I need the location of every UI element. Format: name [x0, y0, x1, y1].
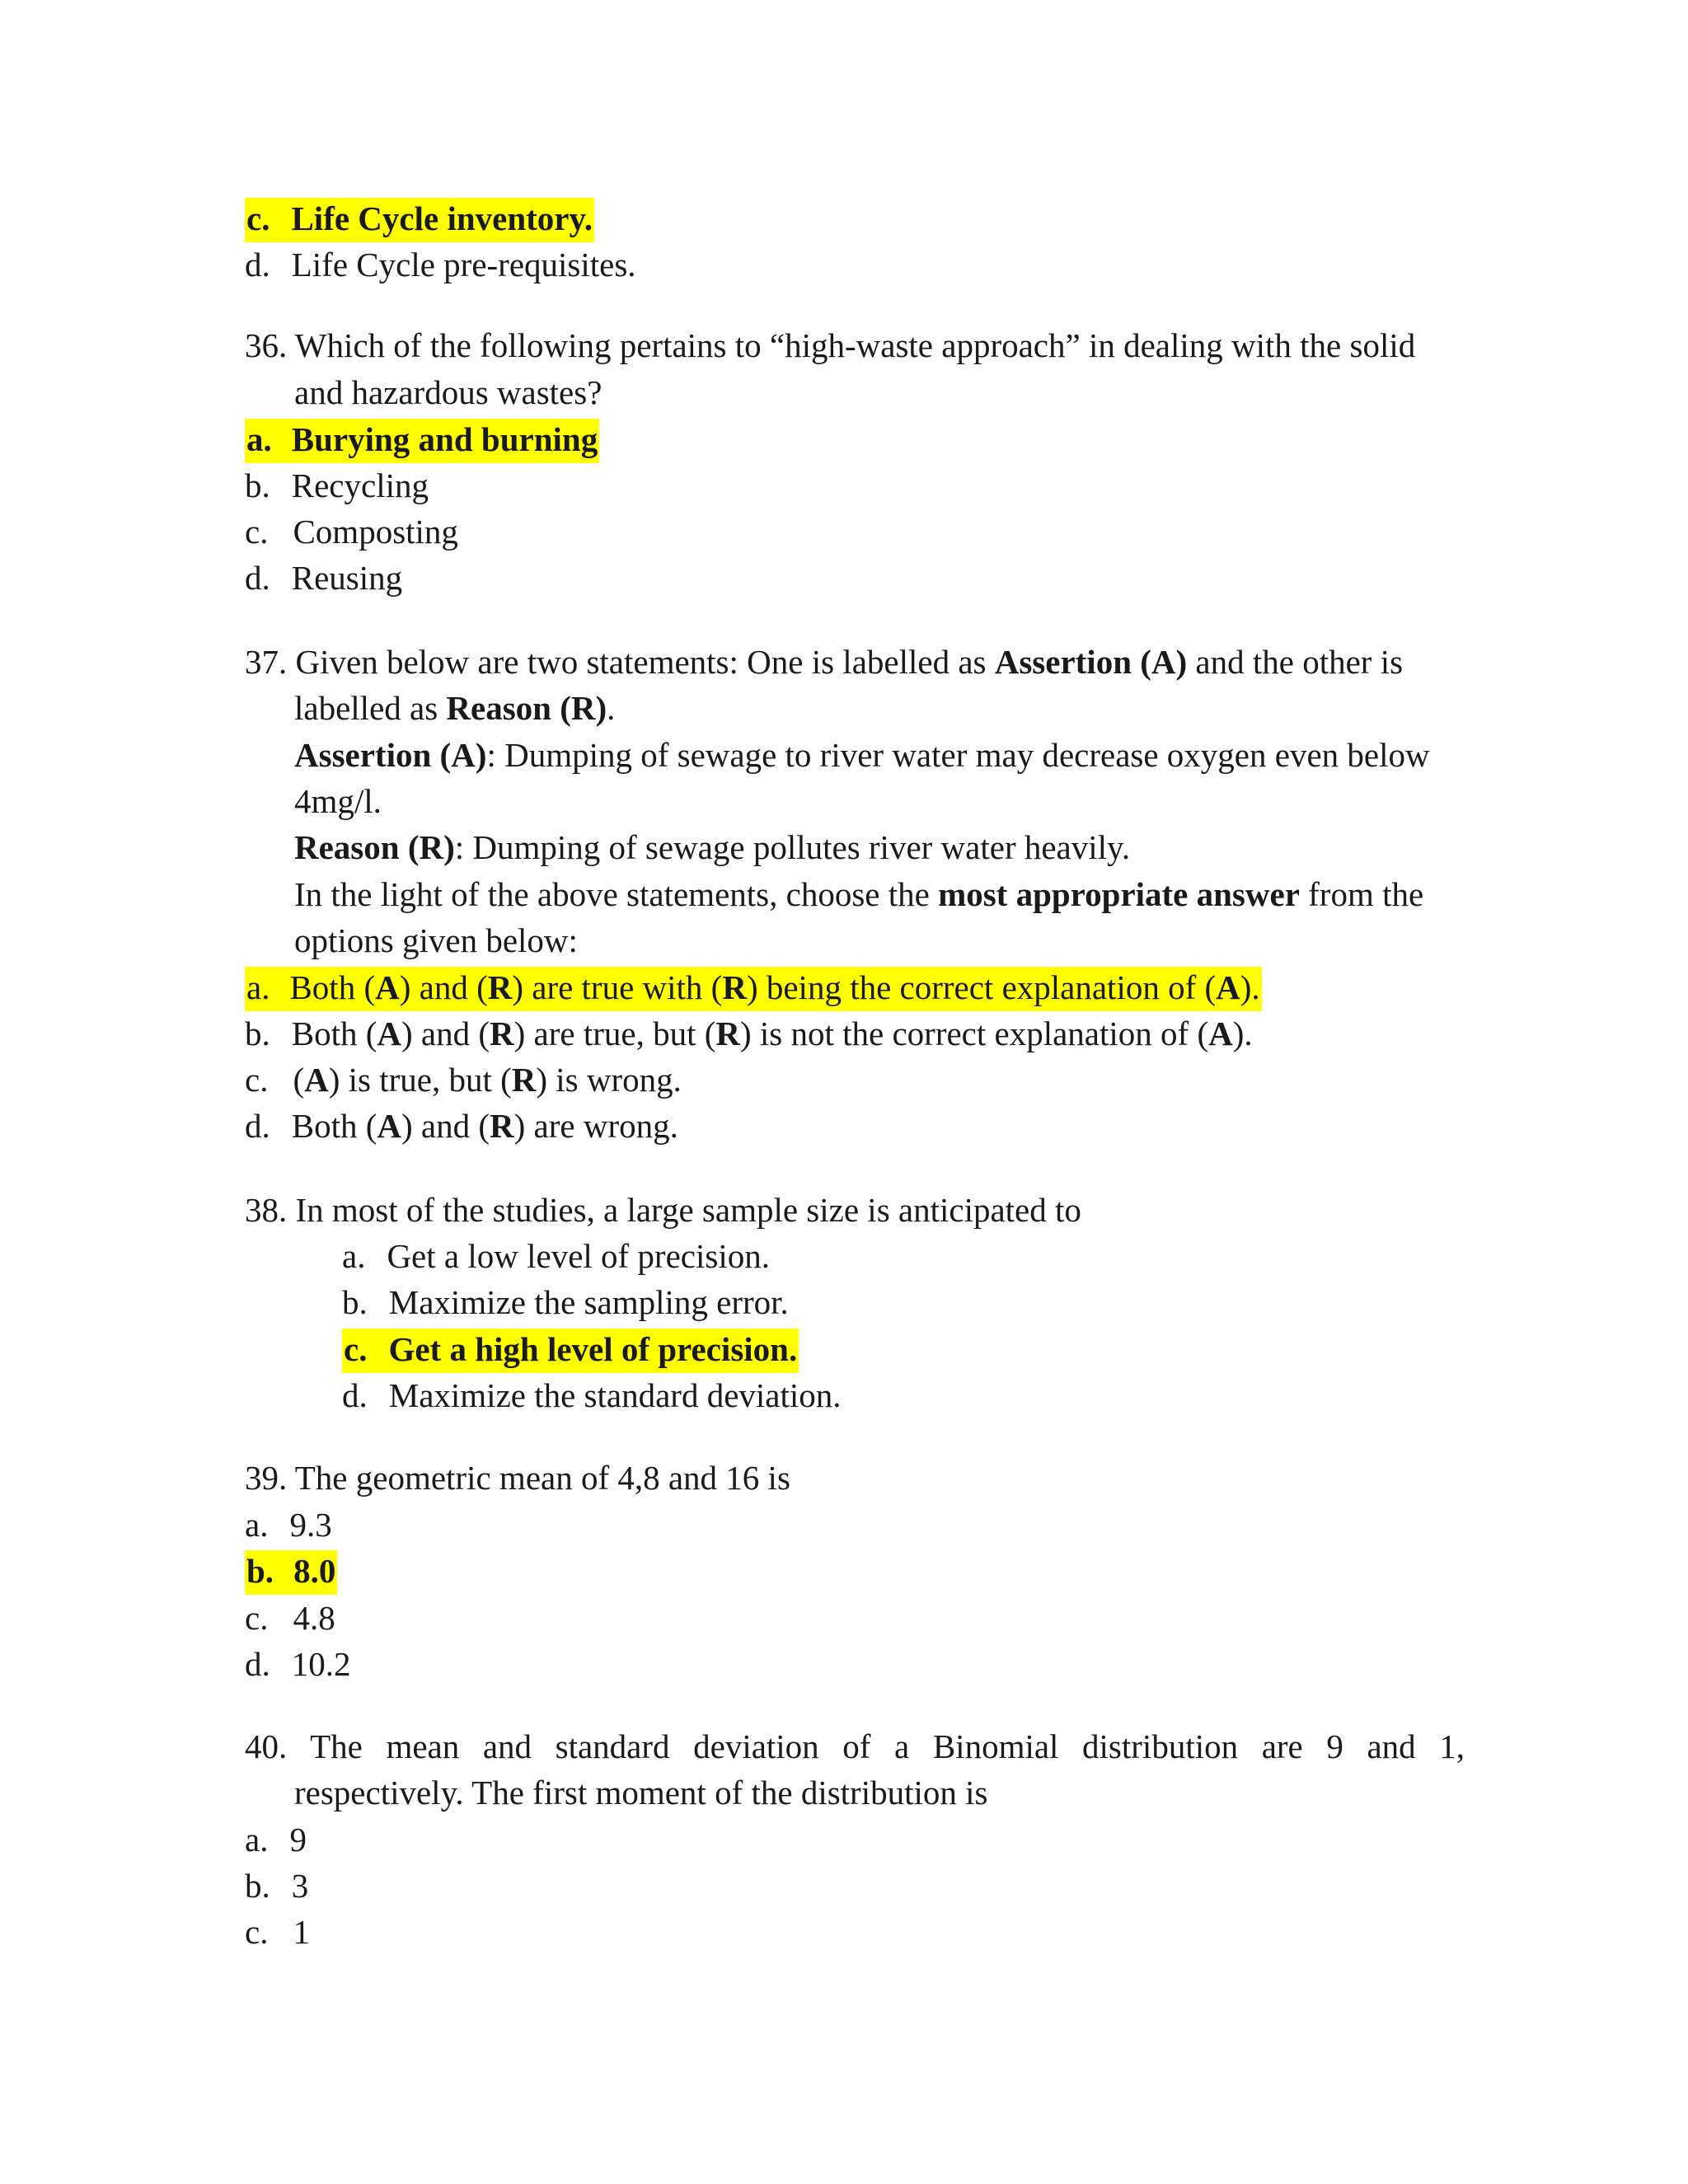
option-label: c. — [245, 1599, 269, 1637]
text: ) is true, but ( — [328, 1061, 512, 1099]
option-label: d. — [245, 1645, 270, 1683]
q37-assertion — [294, 738, 1430, 772]
term-r: R — [511, 1061, 537, 1099]
q40-option-a — [245, 1823, 307, 1857]
option-label: a. — [246, 968, 270, 1006]
q37-option-d — [245, 1109, 678, 1143]
q39-option-b — [245, 1554, 337, 1588]
q36-option-b — [245, 466, 429, 504]
term-r: R — [715, 1015, 740, 1052]
term-a: A — [1216, 968, 1240, 1006]
text: and the other is — [1195, 643, 1404, 681]
q39-stem: 39. The geometric mean of 4,8 and 16 is — [245, 1459, 790, 1497]
option-text: Recycling — [291, 466, 429, 504]
text: ). — [1240, 968, 1260, 1006]
option-text: 4.8 — [293, 1599, 335, 1637]
term-r: R — [722, 968, 747, 1006]
option-label: c. — [246, 199, 270, 237]
q37-stem-line1 — [245, 645, 1403, 679]
term-a: A — [375, 968, 400, 1006]
reason-label: Reason (R) — [294, 828, 455, 866]
text: ) are wrong. — [513, 1107, 678, 1145]
option-label: c. — [344, 1330, 368, 1368]
q39-option-d — [245, 1647, 351, 1681]
option-text: 9.3 — [289, 1506, 332, 1544]
option-text: 8.0 — [293, 1552, 336, 1590]
option-text: Reusing — [291, 559, 403, 597]
option-label: c. — [245, 513, 269, 551]
option-label: b. — [245, 1015, 270, 1052]
text: ) is wrong. — [536, 1061, 682, 1099]
text: ( — [293, 1061, 305, 1099]
q37-stem-line2 — [294, 691, 615, 725]
text: ) are true, but ( — [513, 1015, 716, 1052]
q35-option-d — [245, 248, 636, 282]
q39-option-c — [245, 1601, 335, 1635]
option-text: Get a high level of precision. — [388, 1330, 798, 1368]
q36-option-a — [245, 420, 599, 458]
term-r: R — [490, 1015, 514, 1052]
option-text: 3 — [291, 1867, 309, 1905]
q36-option-d — [245, 561, 402, 595]
text: Both ( — [291, 1107, 377, 1145]
assertion-text: : Dumping of sewage to river water may decrease oxygen even below — [486, 736, 1430, 774]
q39-option-a — [245, 1508, 332, 1542]
option-label: d. — [245, 559, 270, 597]
text: labelled as — [294, 689, 438, 727]
q38-option-a — [342, 1237, 770, 1275]
option-label: a. — [246, 420, 272, 458]
text: . — [607, 689, 616, 727]
option-label: d. — [342, 1376, 368, 1414]
text: ) is not the correct explanation of ( — [740, 1015, 1209, 1052]
emphasis: most appropriate answer — [938, 875, 1300, 913]
option-text: Maximize the standard deviation. — [388, 1376, 842, 1414]
q37-option-b — [245, 1017, 1253, 1051]
text: ) and ( — [401, 1107, 490, 1145]
q40-option-b — [245, 1869, 308, 1903]
q38-option-b — [342, 1283, 789, 1321]
option-label: b. — [342, 1283, 368, 1321]
q38-stem: 38. In most of the studies, a large sample size is anticipated to — [245, 1191, 1081, 1229]
option-text: Burying and burning — [291, 420, 598, 458]
option-text: Composting — [293, 513, 458, 551]
assertion-label: Assertion (A) — [294, 736, 487, 774]
q36-option-c — [245, 515, 458, 549]
option-text: Get a low level of precision. — [387, 1237, 770, 1275]
option-text: 9 — [289, 1821, 307, 1858]
q40-stem-line1: 40. The mean and standard deviation of a Binomial distribution are 9 and 1, — [245, 1727, 1465, 1765]
q40-stem-line2: respectively. The first moment of the distribution is — [294, 1774, 988, 1811]
term-a: A — [304, 1061, 329, 1099]
option-label: d. — [245, 246, 270, 284]
q37-instruction-cont: options given below: — [294, 921, 578, 959]
option-text: 1 — [293, 1913, 310, 1951]
q37-assertion-cont: 4mg/l. — [294, 782, 382, 820]
option-text: Maximize the sampling error. — [388, 1283, 789, 1321]
text: Both ( — [291, 1015, 377, 1052]
term-a: A — [1208, 1015, 1233, 1052]
q36-stem-line1: 36. Which of the following pertains to “high-waste approach” in dealing with the solid — [245, 326, 1416, 364]
text: from the — [1308, 875, 1424, 913]
q38-option-d — [342, 1376, 842, 1414]
option-label: b. — [246, 1552, 274, 1590]
q35-option-c — [245, 199, 594, 237]
text: In the light of the above statements, choose the — [294, 875, 930, 913]
reason-term: Reason (R) — [446, 689, 607, 727]
text: ) being the correct explanation of ( — [746, 968, 1217, 1006]
option-label: a. — [342, 1237, 366, 1275]
option-text: 10.2 — [291, 1645, 351, 1683]
q36-stem-line2: and hazardous wastes? — [294, 373, 603, 411]
q40-option-c — [245, 1915, 310, 1949]
text: ) are true with ( — [512, 968, 723, 1006]
term-a: A — [377, 1107, 402, 1145]
option-text: Life Cycle pre-requisites. — [291, 246, 636, 284]
option-label: d. — [245, 1107, 270, 1145]
option-label: a. — [245, 1821, 269, 1858]
option-label: c. — [245, 1913, 269, 1951]
q37-instruction — [294, 875, 1424, 913]
text: ) and ( — [401, 1015, 490, 1052]
option-label: a. — [245, 1506, 269, 1544]
term-r: R — [490, 1107, 514, 1145]
assertion-term: Assertion (A) — [994, 643, 1188, 681]
text: ) and ( — [399, 968, 488, 1006]
q37-option-a — [245, 968, 1262, 1006]
option-label: c. — [245, 1061, 269, 1099]
term-a: A — [377, 1015, 402, 1052]
text: Both ( — [289, 968, 376, 1006]
option-text: Life Cycle inventory. — [291, 199, 593, 237]
q38-option-c — [342, 1330, 799, 1368]
q37-option-c — [245, 1063, 682, 1097]
text: ). — [1232, 1015, 1253, 1052]
term-r: R — [487, 968, 513, 1006]
option-label: b. — [245, 466, 270, 504]
reason-text: : Dumping of sewage pollutes river water heavily. — [454, 828, 1131, 866]
q37-reason — [294, 828, 1131, 866]
option-label: b. — [245, 1867, 270, 1905]
text: 37. Given below are two statements: One is labelled as — [245, 643, 987, 681]
